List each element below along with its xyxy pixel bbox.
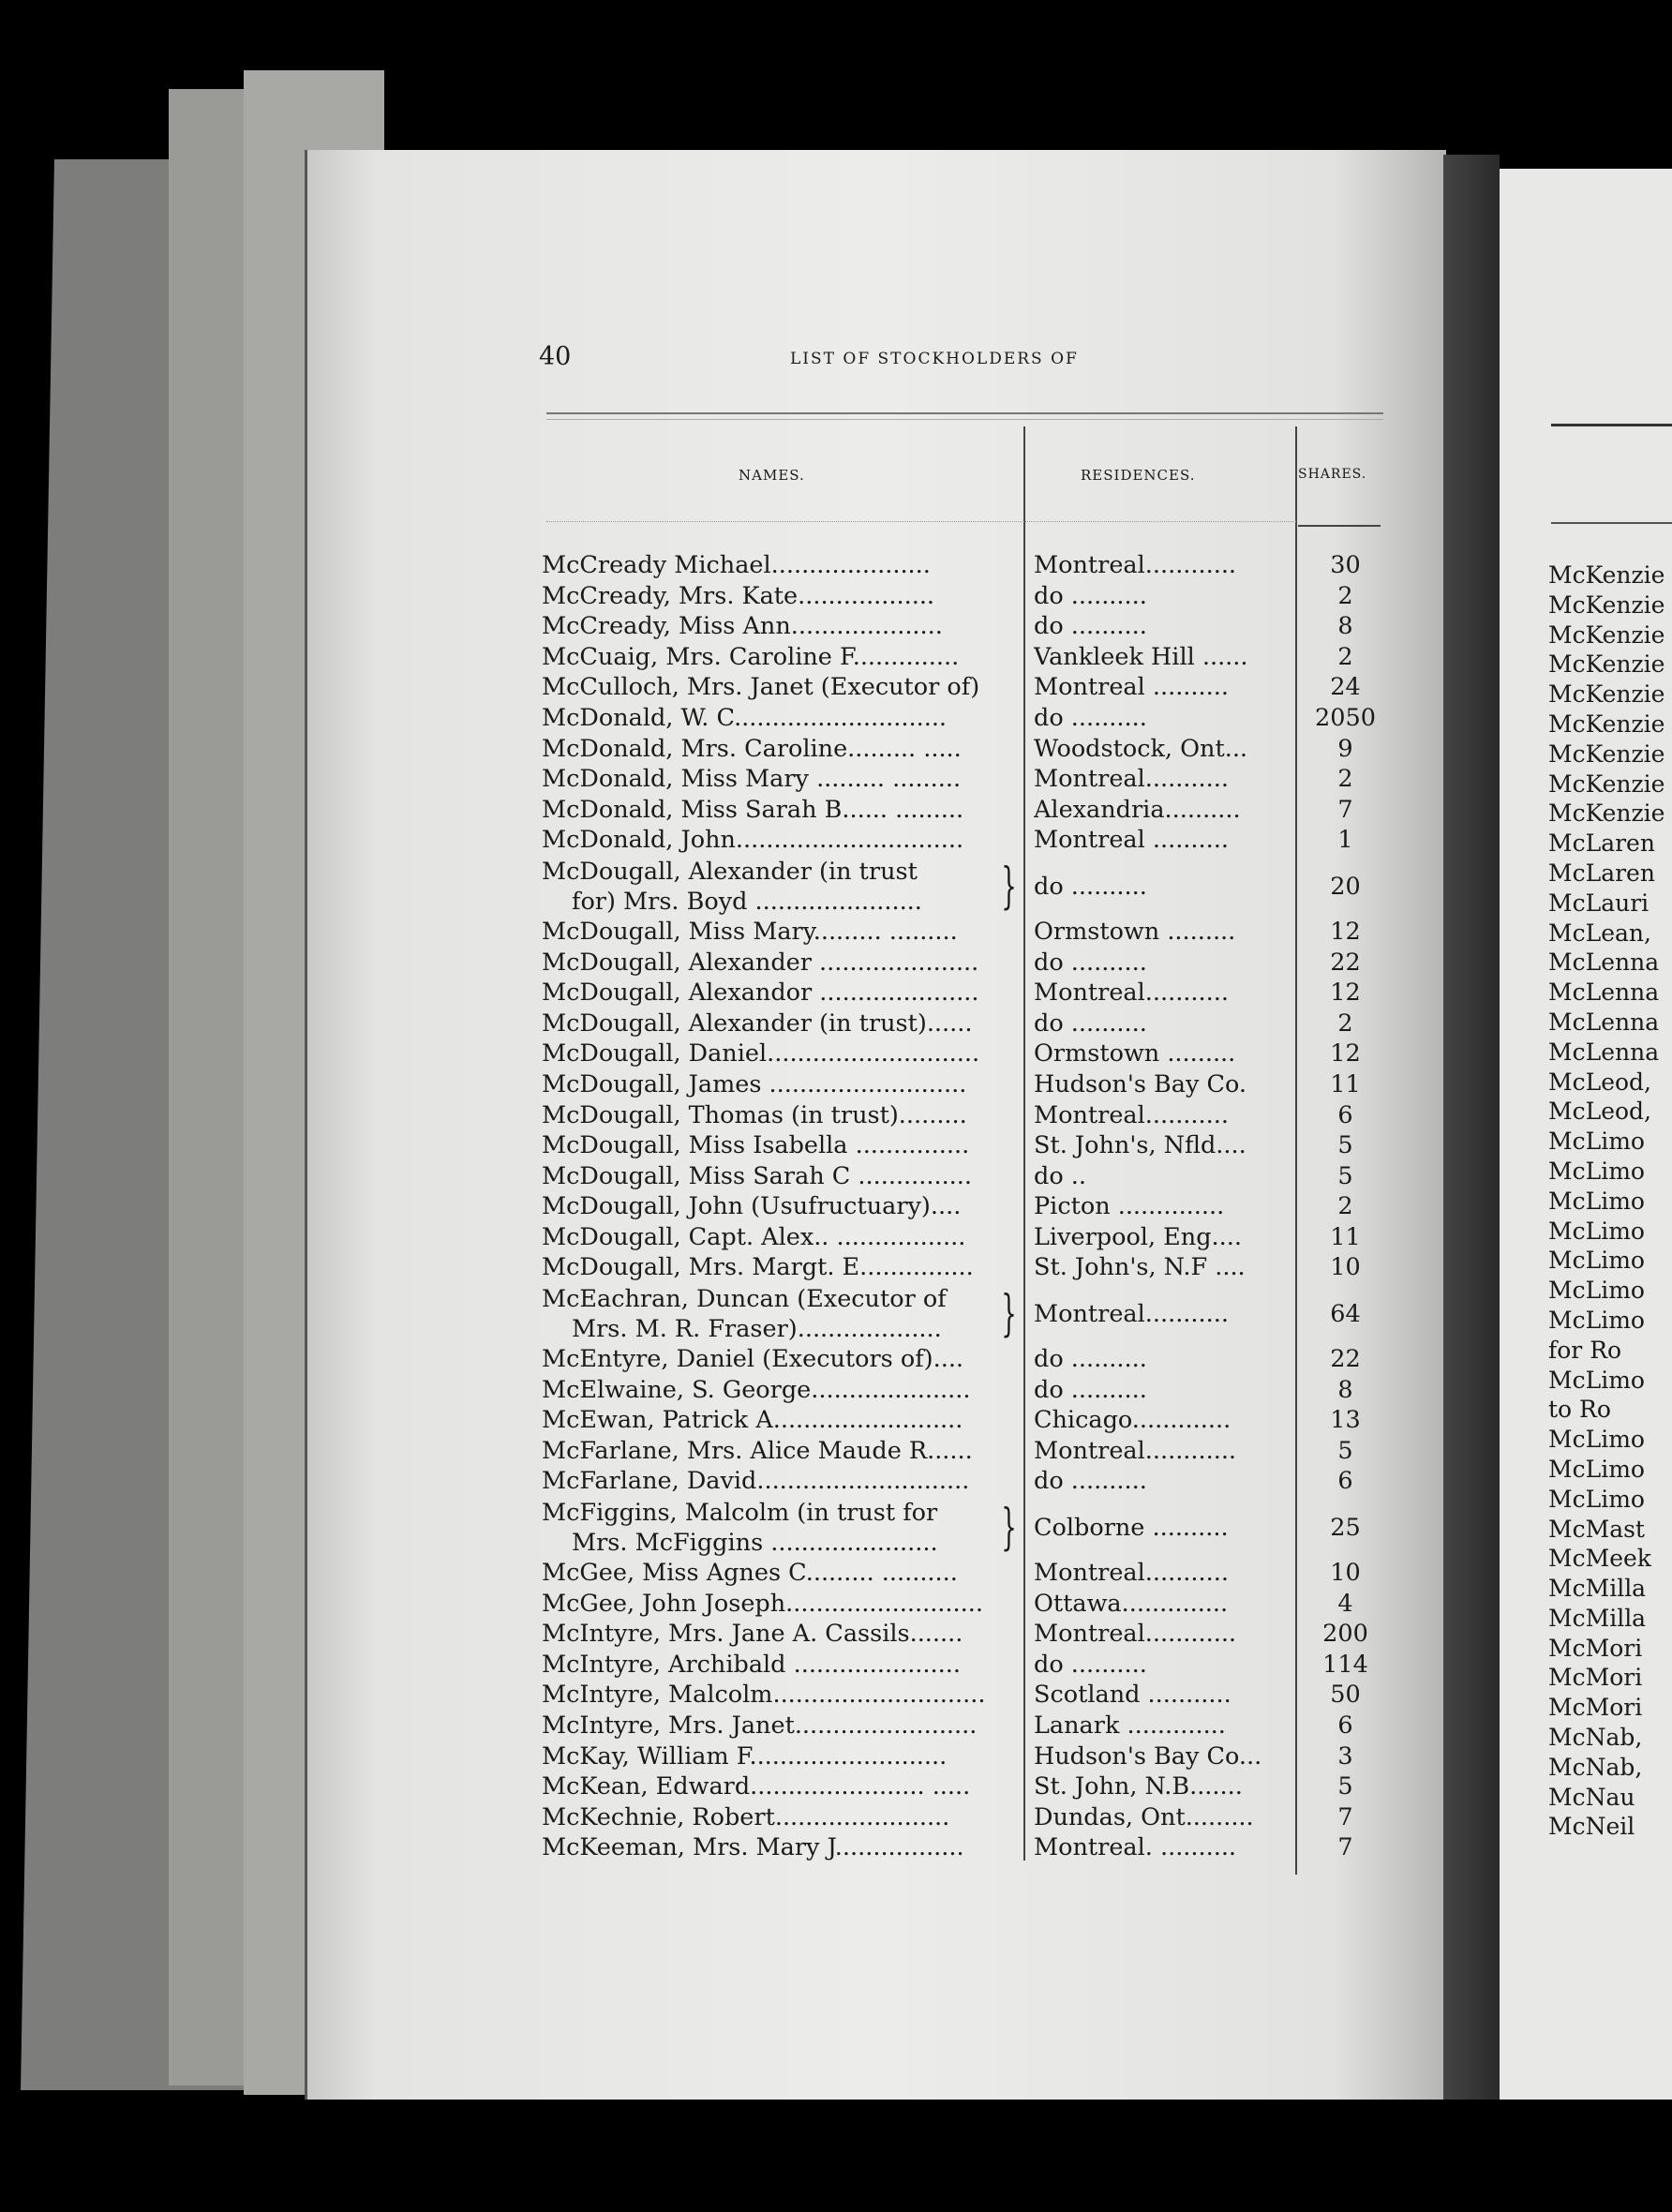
facing-page-name: McLaren <box>1548 830 1655 858</box>
stockholder-name-line: McIntyre, Malcolm............................ <box>542 1681 986 1710</box>
stockholder-name <box>542 1590 1020 1618</box>
table-row <box>532 1376 1385 1407</box>
stockholder-name-line: McGee, Miss Agnes C......... .......... <box>542 1559 958 1588</box>
shares-count: 8 <box>1337 1375 1353 1404</box>
stockholder-name-line: McEwan, Patrick A......................... <box>542 1406 963 1435</box>
stockholder-name-line: McFiggins, Malcolm (in trust for <box>542 1499 938 1528</box>
residence: do .......... <box>1034 872 1147 901</box>
residence: Ormstown ......... <box>1034 1039 1236 1069</box>
table-row <box>532 1467 1385 1498</box>
table-row <box>532 1253 1385 1284</box>
stockholder-name <box>542 1192 1020 1220</box>
table-row <box>532 1101 1385 1132</box>
stockholder-name-line: McKechnie, Robert....................... <box>542 1802 950 1831</box>
table-row <box>532 1223 1385 1254</box>
table-row <box>532 1590 1385 1621</box>
stockholder-name <box>542 765 1020 793</box>
table-row <box>532 1284 1385 1345</box>
shares-count: 8 <box>1337 612 1353 641</box>
facing-page-name: McMori <box>1548 1694 1643 1722</box>
shares-count: 10 <box>1330 1253 1361 1282</box>
facing-page-name: McLauri <box>1548 889 1650 917</box>
table-row <box>532 765 1385 796</box>
facing-page-name: McKenzie <box>1548 650 1665 679</box>
residence: do .......... <box>1034 1650 1147 1679</box>
table-row <box>532 1345 1385 1376</box>
stockholder-name <box>542 1162 1020 1190</box>
residence: do .......... <box>1034 1009 1147 1038</box>
stockholder-name-line: McDonald, John.............................. <box>542 826 964 855</box>
shares-count: 64 <box>1330 1300 1361 1329</box>
stockholder-name <box>542 1406 1020 1434</box>
residence: Chicago............. <box>1034 1406 1232 1435</box>
facing-page-name: McKenzie <box>1548 620 1665 649</box>
facing-page-name: McLenna <box>1548 1038 1660 1066</box>
table-row <box>532 1833 1385 1864</box>
facing-page-name: McLimo <box>1548 1455 1645 1483</box>
residence: Colborne .......... <box>1034 1514 1229 1543</box>
residence: do .......... <box>1034 1345 1147 1374</box>
shares-count: 2050 <box>1315 703 1376 732</box>
shares-count: 12 <box>1330 1039 1361 1069</box>
table-row <box>532 1620 1385 1651</box>
stockholder-name-line: McDougall, Thomas (in trust)......... <box>542 1100 967 1129</box>
table-row <box>532 1772 1385 1803</box>
table-row <box>532 704 1385 735</box>
stockholder-name-line: McEachran, Duncan (Executor of <box>542 1285 947 1314</box>
table-row <box>532 1711 1385 1742</box>
stockholder-name <box>542 1742 1020 1771</box>
stockholder-name-line: McEntyre, Daniel (Executors of).... <box>542 1345 964 1374</box>
stockholder-name <box>542 612 1020 640</box>
shares-count: 2 <box>1337 1009 1353 1038</box>
stockholder-name <box>542 1070 1020 1099</box>
facing-page-name: McMori <box>1548 1634 1643 1662</box>
residence: Picton .............. <box>1034 1192 1225 1221</box>
residence: Hudson's Bay Co... <box>1034 1741 1262 1771</box>
residence: St. John's, N.F .... <box>1034 1253 1246 1282</box>
table-row <box>532 1803 1385 1834</box>
shares-count: 2 <box>1337 642 1353 671</box>
residence: Montreal............ <box>1034 551 1237 579</box>
stockholder-name <box>542 1376 1020 1404</box>
residence: Montreal............ <box>1034 1620 1237 1649</box>
residence: Hudson's Bay Co. <box>1034 1069 1247 1099</box>
stockholder-name <box>542 1620 1020 1648</box>
stockholder-name <box>542 1467 1020 1495</box>
table-row <box>532 857 1385 918</box>
residence: St. John's, Nfld.... <box>1034 1131 1247 1160</box>
stockholder-name <box>542 673 1020 701</box>
residence: do .......... <box>1034 581 1147 610</box>
facing-page-name: McNeil <box>1548 1813 1635 1841</box>
facing-page-name: McLimo <box>1548 1157 1645 1185</box>
residence: Ottawa.............. <box>1034 1589 1229 1618</box>
facing-page-names <box>1548 560 1665 1842</box>
residence: do .. <box>1034 1161 1086 1190</box>
residence: Montreal........... <box>1034 1559 1229 1588</box>
stockholder-name <box>542 582 1020 610</box>
stockholder-name-line: McDougall, Daniel............................ <box>542 1039 980 1069</box>
facing-page-name: to Ro <box>1548 1396 1611 1424</box>
residence: do .......... <box>1034 703 1147 732</box>
table-row <box>532 1162 1385 1193</box>
stockholder-name-line: McDonald, Miss Mary ......... ......... <box>542 765 962 794</box>
table-row <box>532 918 1385 949</box>
shares-count: 4 <box>1337 1589 1353 1618</box>
table-row <box>532 1406 1385 1437</box>
facing-page-name: McNab, <box>1548 1724 1643 1752</box>
shares-count: 2 <box>1337 765 1353 794</box>
running-title: LIST OF STOCKHOLDERS OF <box>790 350 1079 368</box>
stockholder-name-line: McCready Michael..................... <box>542 551 931 579</box>
residence: Scotland ........... <box>1034 1681 1232 1710</box>
residence: Montreal........... <box>1034 979 1229 1008</box>
stockholder-name-line: McDougall, Alexander (in trust <box>542 857 918 886</box>
residence: Montreal........... <box>1034 1300 1229 1329</box>
shares-count: 2 <box>1337 1192 1353 1221</box>
shares-count: 30 <box>1330 551 1361 579</box>
stockholder-name <box>542 735 1020 763</box>
stockholder-name-line: McDonald, W. C............................ <box>542 703 948 732</box>
table-row <box>532 1039 1385 1070</box>
facing-page-name: McLeod, <box>1548 1068 1651 1096</box>
facing-page-name: McLenna <box>1548 1008 1660 1036</box>
stockholder-name <box>542 1253 1020 1281</box>
facing-page-name: McLimo <box>1548 1277 1645 1305</box>
facing-page-name: McMilla <box>1548 1575 1647 1603</box>
brace-glyph: } <box>1001 1500 1017 1557</box>
table-row <box>532 1009 1385 1040</box>
facing-page-name: McLimo <box>1548 1306 1645 1334</box>
residence: Ormstown ......... <box>1034 917 1236 946</box>
table-row <box>532 673 1385 704</box>
shares-count: 7 <box>1337 1833 1353 1862</box>
stockholder-name <box>542 1803 1020 1831</box>
shares-count: 5 <box>1337 1161 1353 1190</box>
facing-page-name: for Ro <box>1548 1336 1622 1364</box>
facing-page-name: McNab, <box>1548 1753 1643 1781</box>
stockholder-name-line: McElwaine, S. George..................... <box>542 1375 971 1404</box>
stockholder-name <box>542 643 1020 671</box>
stockholder-name <box>542 826 1020 854</box>
shares-count: 9 <box>1337 734 1353 763</box>
facing-page-name: McMast <box>1548 1515 1645 1543</box>
residence: Woodstock, Ont... <box>1034 734 1248 763</box>
shares-count: 11 <box>1330 1222 1361 1251</box>
facing-page-name: McLaren <box>1548 859 1655 887</box>
residence: Montreal .......... <box>1034 673 1229 702</box>
stockholder-name-line: McIntyre, Mrs. Jane A. Cassils....... <box>542 1620 963 1649</box>
table-row <box>532 551 1385 582</box>
facing-page-name: McLimo <box>1548 1247 1645 1275</box>
residence: Alexandria.......... <box>1034 795 1241 824</box>
residence: Vankleek Hill ...... <box>1034 642 1248 671</box>
brace-glyph: } <box>1001 1286 1017 1343</box>
shares-count: 12 <box>1330 917 1361 946</box>
column-header-names: NAMES. <box>739 467 805 484</box>
stockholder-name-line: McKean, Edward....................... ..... <box>542 1772 971 1801</box>
residence: Montreal............ <box>1034 1436 1237 1465</box>
stockholder-name <box>542 857 1020 917</box>
stockholder-name <box>542 1498 1020 1558</box>
shares-count: 13 <box>1330 1406 1361 1435</box>
shares-count: 2 <box>1337 581 1353 610</box>
shares-count: 12 <box>1330 979 1361 1008</box>
stockholder-name-line: for) Mrs. Boyd ...................... <box>572 887 922 916</box>
stockholder-name <box>542 918 1020 946</box>
facing-page-name: McKenzie <box>1548 800 1665 828</box>
stockholder-name <box>542 949 1020 977</box>
book-gutter <box>1443 155 1500 2100</box>
table-row <box>532 1559 1385 1590</box>
facing-page-name: McLimo <box>1548 1128 1645 1156</box>
facing-page-name: McMori <box>1548 1664 1643 1692</box>
shares-count: 50 <box>1330 1681 1361 1710</box>
header-underline <box>546 521 1296 522</box>
stockholder-name <box>542 1131 1020 1159</box>
stockholder-name <box>542 1039 1020 1068</box>
stockholder-name <box>542 979 1020 1007</box>
table-row <box>532 1070 1385 1101</box>
stockholder-name <box>542 1345 1020 1373</box>
shares-count: 11 <box>1330 1069 1361 1099</box>
stockholder-name-line: McDonald, Miss Sarah B...... ......... <box>542 795 964 824</box>
residence: Dundas, Ont......... <box>1034 1802 1254 1831</box>
stockholder-name <box>542 1101 1020 1129</box>
shares-count: 24 <box>1330 673 1361 702</box>
shares-count: 5 <box>1337 1131 1353 1160</box>
column-header-shares: SHARES. <box>1298 467 1367 482</box>
facing-page-name: McKenzie <box>1548 561 1665 589</box>
stockholder-name <box>542 1772 1020 1801</box>
shares-count: 7 <box>1337 795 1353 824</box>
stockholder-table <box>532 551 1385 1864</box>
stockholder-name-line: McDougall, Capt. Alex.. ................. <box>542 1222 966 1251</box>
facing-page-name: McLimo <box>1548 1187 1645 1215</box>
facing-page-name: McMilla <box>1548 1604 1647 1632</box>
shares-count: 7 <box>1337 1802 1353 1831</box>
table-row <box>532 979 1385 1009</box>
stockholder-name <box>542 1651 1020 1679</box>
facing-page-name: McMeek <box>1548 1545 1651 1573</box>
shares-count: 10 <box>1330 1559 1361 1588</box>
shares-count: 25 <box>1330 1514 1361 1543</box>
shares-count: 20 <box>1330 872 1361 901</box>
stockholder-name-line: McFarlane, Mrs. Alice Maude R...... <box>542 1436 973 1465</box>
brace-glyph: } <box>1001 858 1017 915</box>
stockholder-name-line: McDougall, John (Usufructuary).... <box>542 1192 962 1221</box>
header-rule <box>546 412 1383 414</box>
table-row <box>532 582 1385 613</box>
shares-count: 22 <box>1330 1345 1361 1374</box>
stockholder-name-line: McDougall, Alexander (in trust)...... <box>542 1009 973 1038</box>
page-number: 40 <box>539 342 572 371</box>
stockholder-name-line: McCuaig, Mrs. Caroline F.............. <box>542 642 960 671</box>
stockholder-name <box>542 1284 1020 1344</box>
stockholder-name-line: McCready, Miss Ann.................... <box>542 612 943 641</box>
stockholder-name-line: McDougall, Alexander ..................... <box>542 948 979 977</box>
shares-count: 6 <box>1337 1100 1353 1129</box>
column-header-residences: RESIDENCES. <box>1081 467 1196 484</box>
shares-count: 5 <box>1337 1772 1353 1801</box>
stockholder-name-line: McDougall, Alexandor ..................... <box>542 979 979 1008</box>
residence: Montreal........... <box>1034 765 1229 794</box>
stockholder-name-line: McFarlane, David............................ <box>542 1467 970 1496</box>
shares-count: 6 <box>1337 1711 1353 1740</box>
facing-page-name: McLean, <box>1548 919 1651 947</box>
stockholder-name-line: McDonald, Mrs. Caroline......... ..... <box>542 734 962 763</box>
table-row <box>532 1681 1385 1711</box>
shares-count: 22 <box>1330 948 1361 977</box>
shares-count: 200 <box>1322 1620 1368 1649</box>
table-row <box>532 1437 1385 1468</box>
facing-page-name: McLimo <box>1548 1426 1645 1454</box>
facing-page-name: McLenna <box>1548 979 1660 1007</box>
stockholder-name-line: McDougall, Mrs. Margt. E............... <box>542 1253 974 1282</box>
shares-count: 114 <box>1322 1650 1368 1679</box>
shares-underline <box>1298 525 1381 527</box>
residence: Liverpool, Eng.... <box>1034 1222 1242 1251</box>
table-row <box>532 826 1385 857</box>
stockholder-name <box>542 1681 1020 1709</box>
table-row <box>532 643 1385 674</box>
table-row <box>532 1131 1385 1162</box>
facing-page-name: McLimo <box>1548 1366 1645 1394</box>
residence: do .......... <box>1034 1375 1147 1404</box>
stockholder-name-line: McGee, John Joseph.......................... <box>542 1589 983 1618</box>
stockholder-name-line: McDougall, Miss Mary......... ......... <box>542 917 958 946</box>
stockholder-name <box>542 1223 1020 1251</box>
stockholder-name-line: Mrs. McFiggins ...................... <box>572 1529 938 1558</box>
stockholder-name <box>542 704 1020 732</box>
stockholder-name <box>542 796 1020 824</box>
stockholder-name <box>542 1437 1020 1465</box>
residence: do .......... <box>1034 612 1147 641</box>
stockholder-name-line: McCready, Mrs. Kate.................. <box>542 581 935 610</box>
facing-page-name: McKenzie <box>1548 680 1665 709</box>
stockholder-name-line: McKeeman, Mrs. Mary J................. <box>542 1833 964 1862</box>
residence: Lanark ............. <box>1034 1711 1226 1740</box>
stockholder-name <box>542 1559 1020 1587</box>
shares-count: 1 <box>1337 826 1353 855</box>
table-row <box>532 1192 1385 1223</box>
stockholder-name-line: McDougall, James .......................... <box>542 1069 967 1099</box>
facing-page-name: McLenna <box>1548 949 1660 977</box>
facing-page-name: McKenzie <box>1548 710 1665 738</box>
facing-page-name: McNau <box>1548 1783 1635 1811</box>
residence: do .......... <box>1034 1467 1147 1496</box>
residence: St. John, N.B....... <box>1034 1772 1243 1801</box>
facing-page-name: McKenzie <box>1548 740 1665 768</box>
stockholder-name-line: McKay, William F.......................... <box>542 1741 948 1771</box>
facing-page <box>1500 169 1672 2100</box>
stockholder-name-line: McDougall, Miss Isabella ............... <box>542 1131 970 1160</box>
facing-page-rule <box>1551 522 1672 524</box>
shares-count: 3 <box>1337 1741 1353 1771</box>
facing-page-name: McKenzie <box>1548 770 1665 798</box>
residence: Montreal. .......... <box>1034 1833 1237 1862</box>
stockholder-name-line: McDougall, Miss Sarah C ............... <box>542 1161 972 1190</box>
table-row <box>532 796 1385 827</box>
shares-count: 5 <box>1337 1436 1353 1465</box>
stockholder-name <box>542 1833 1020 1861</box>
facing-page-name: McLeod, <box>1548 1098 1651 1126</box>
residence: Montreal .......... <box>1034 826 1229 855</box>
table-row <box>532 949 1385 979</box>
residence: do .......... <box>1034 948 1147 977</box>
shares-count: 6 <box>1337 1467 1353 1496</box>
stockholder-name <box>542 1711 1020 1740</box>
table-row <box>532 1742 1385 1773</box>
table-row <box>532 1498 1385 1559</box>
header-rule <box>546 419 1383 420</box>
stockholder-name-line: McIntyre, Archibald ...................... <box>542 1650 961 1679</box>
table-row <box>532 1651 1385 1681</box>
stockholder-name-line: Mrs. M. R. Fraser)................... <box>572 1315 942 1344</box>
facing-page-name: McLimo <box>1548 1217 1645 1245</box>
stockholder-name <box>542 551 1020 579</box>
table-row <box>532 735 1385 766</box>
stockholder-name-line: McIntyre, Mrs. Janet........................ <box>542 1711 978 1740</box>
facing-page-name: McLimo <box>1548 1485 1645 1513</box>
facing-page-name: McKenzie <box>1548 590 1665 619</box>
stockholder-name-line: McCulloch, Mrs. Janet (Executor of) <box>542 673 980 702</box>
table-row <box>532 612 1385 643</box>
stockholder-name <box>542 1009 1020 1038</box>
facing-page-rule <box>1551 424 1672 426</box>
residence: Montreal........... <box>1034 1100 1229 1129</box>
